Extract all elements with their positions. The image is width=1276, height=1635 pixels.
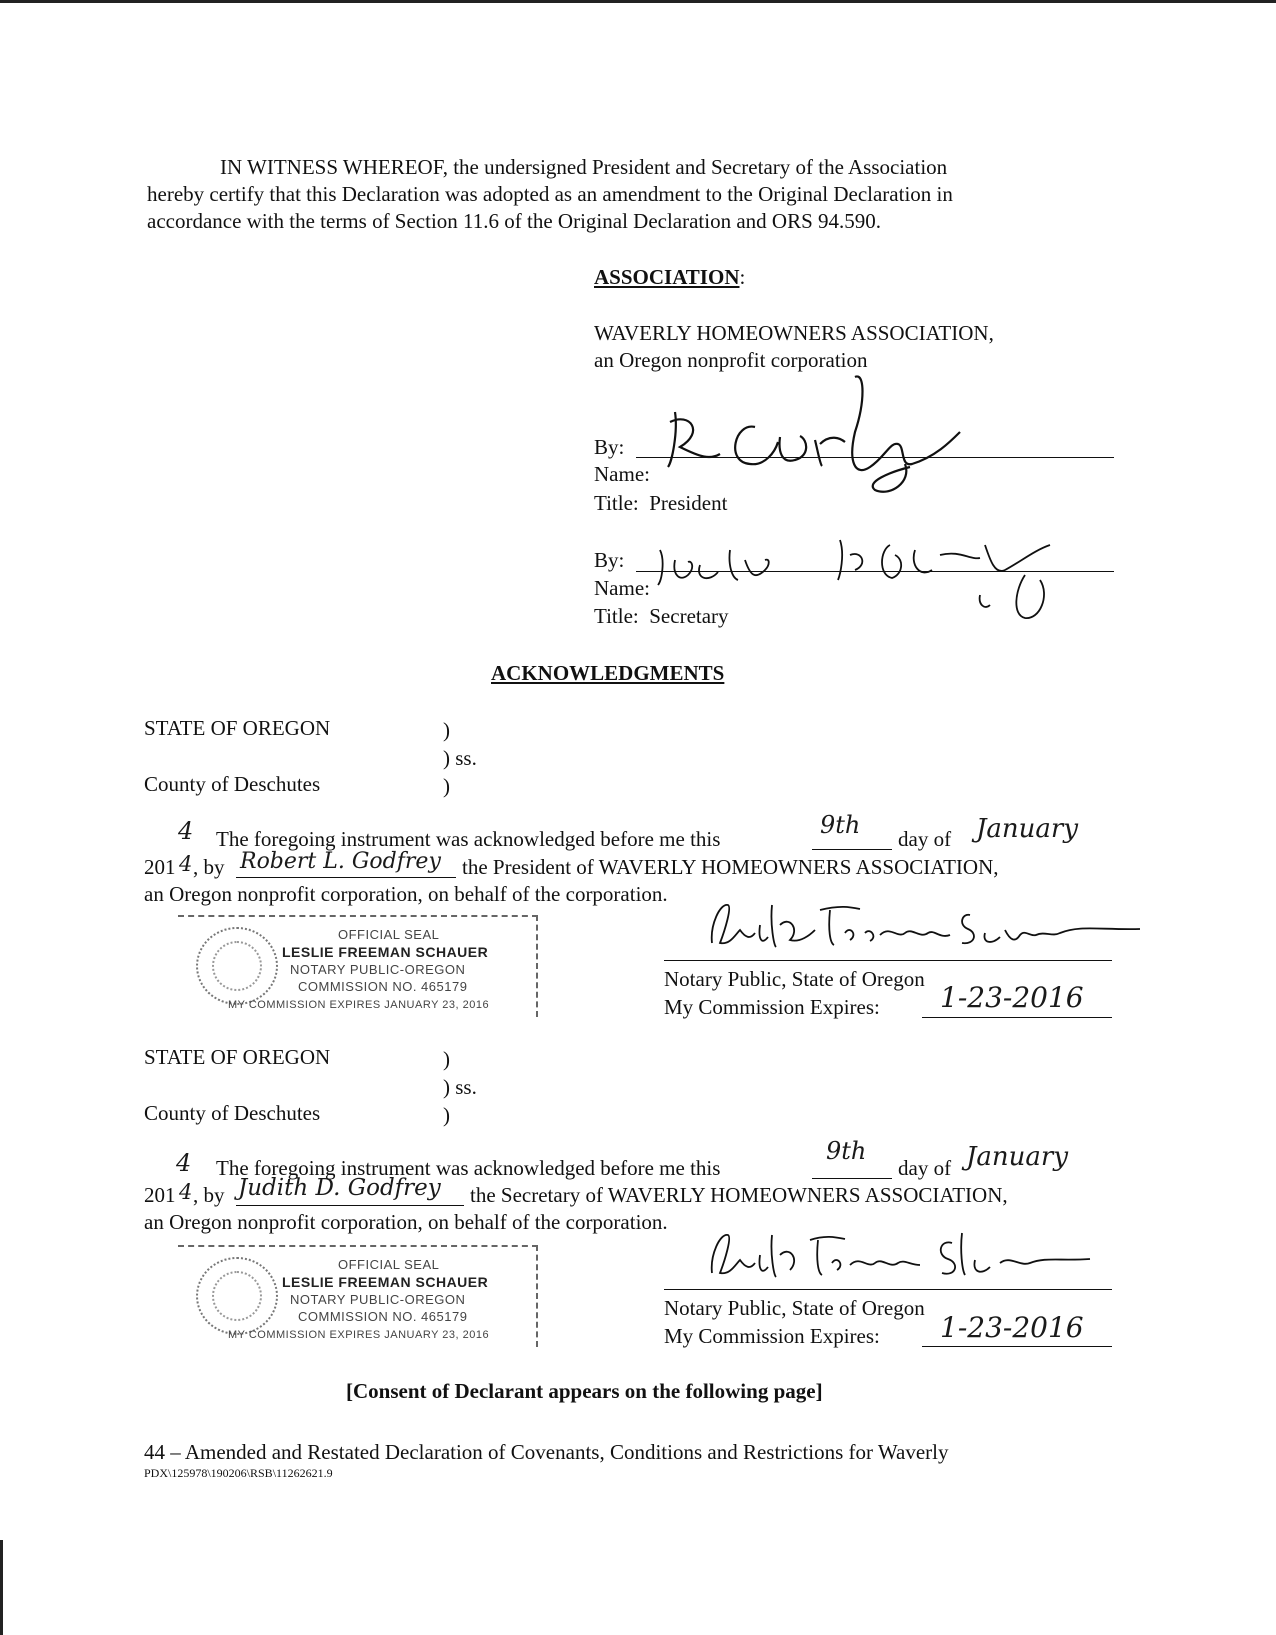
ack-2-notary-line <box>664 1289 1112 1290</box>
ack-2-expires-label: My Commission Expires: <box>664 1324 880 1348</box>
ack-1-paren-1: ) <box>443 718 450 742</box>
ack-2-seal-line-3: NOTARY PUBLIC-OREGON <box>290 1292 466 1307</box>
ack-1-sentence-c: an Oregon nonprofit corporation, on behalf of the corporation. <box>144 882 668 906</box>
ack-1-day-hand: 9th <box>820 811 861 839</box>
ack-2-expires-line <box>922 1346 1112 1347</box>
signer-2-by-label: By: <box>594 548 625 572</box>
ack-2-state: STATE OF OREGON <box>144 1045 331 1069</box>
acknowledgments-heading: ACKNOWLEDGMENTS <box>491 661 725 685</box>
scan-border-top <box>0 0 1276 3</box>
ack-1-year-hand: 4 <box>179 852 193 876</box>
witness-line-1: IN WITNESS WHEREOF, the undersigned President and Secretary of the Association <box>220 155 948 179</box>
ack-1-year-prefix: 201 <box>144 855 176 879</box>
ack-2-expires-hand: 1-23-2016 <box>940 1311 1084 1344</box>
signer-2-title-label: Title: <box>594 604 639 628</box>
scan-border-left <box>0 1540 3 1635</box>
ack-1-notary-seal <box>178 915 538 1017</box>
ack-2-month-hand: January <box>966 1142 1069 1172</box>
ack-1-seal-line-3: NOTARY PUBLIC-OREGON <box>290 962 466 977</box>
association-heading-wrap <box>594 264 745 291</box>
witness-line-2: hereby certify that this Declaration was adopted as an amendment to the Original Declaration in <box>147 182 953 206</box>
association-heading: ASSOCIATION <box>594 265 740 289</box>
ack-1-county: County of Deschutes <box>144 772 321 796</box>
ack-1-by: , by <box>193 855 225 879</box>
ack-2-margin-mark: 4 <box>176 1149 192 1177</box>
signer-2-title: Secretary <box>649 604 729 628</box>
ack-2-paren-3: ) <box>443 1103 450 1127</box>
signer-1-title: President <box>649 491 728 515</box>
ack-2-seal-line-1: OFFICIAL SEAL <box>338 1257 440 1272</box>
ack-1-paren-3: ) <box>443 774 450 798</box>
association-type: an Oregon nonprofit corporation <box>594 348 868 372</box>
ack-1-notary-label: Notary Public, State of Oregon <box>664 967 925 991</box>
ack-2-ss: ) ss. <box>443 1075 477 1099</box>
ack-1-month-hand: January <box>976 814 1079 844</box>
signer-2-title-row <box>594 603 729 630</box>
ack-1-seal-line-5: MY COMMISSION EXPIRES JANUARY 23, 2016 <box>228 999 490 1011</box>
ack-1-notary-line <box>664 960 1112 961</box>
consent-note: [Consent of Declarant appears on the following page] <box>346 1379 823 1403</box>
ack-1-seal-line-1: OFFICIAL SEAL <box>338 927 440 942</box>
ack-2-year-hand: 4 <box>179 1180 193 1204</box>
association-heading-colon: : <box>739 265 746 289</box>
ack-1-seal-line-2: LESLIE FREEMAN SCHAUER <box>282 944 489 960</box>
footer-line: 44 – Amended and Restated Declaration of Covenants, Conditions and Restrictions for Waverly <box>144 1440 949 1464</box>
ack-2-day-of: day of <box>898 1156 952 1180</box>
ack-1-state: STATE OF OREGON <box>144 716 331 740</box>
signer-1-title-label: Title: <box>594 491 639 515</box>
ack-2-person-hand: Judith D. Godfrey <box>238 1175 441 1201</box>
ack-1-expires-hand: 1-23-2016 <box>940 981 1084 1014</box>
signer-1-name-label: Name: <box>594 462 650 486</box>
signer-1-signature <box>650 372 990 502</box>
ack-1-seal-emblem <box>196 927 278 1005</box>
ack-2-seal-line-4: COMMISSION NO. 465179 <box>298 1309 468 1324</box>
ack-2-sentence-b: the Secretary of WAVERLY HOMEOWNERS ASSOCIATION, <box>470 1183 1008 1207</box>
ack-2-paren-1: ) <box>443 1047 450 1071</box>
ack-2-year-prefix: 201 <box>144 1183 176 1207</box>
ack-2-day-line <box>812 1178 892 1179</box>
association-name: WAVERLY HOMEOWNERS ASSOCIATION, <box>594 321 994 345</box>
footer-doc-id: PDX\125978\190206\RSB\11262621.9 <box>144 1466 333 1480</box>
ack-1-day-of: day of <box>898 827 952 851</box>
ack-1-seal-line-4: COMMISSION NO. 465179 <box>298 979 468 994</box>
ack-2-sentence-c: an Oregon nonprofit corporation, on behalf of the corporation. <box>144 1210 668 1234</box>
ack-1-expires-line <box>922 1017 1112 1018</box>
signer-1-title-row <box>594 490 727 517</box>
ack-1-ss: ) ss. <box>443 746 477 770</box>
ack-1-day-line <box>812 849 892 850</box>
ack-1-person-hand: Robert L. Godfrey <box>240 849 441 874</box>
ack-2-notary-signature <box>700 1225 1100 1285</box>
ack-1-notary-signature <box>700 895 1160 955</box>
signer-2-name-label: Name: <box>594 576 650 600</box>
ack-2-day-hand: 9th <box>826 1137 867 1165</box>
signer-1-by-label: By: <box>594 435 625 459</box>
ack-1-margin-mark: 4 <box>178 817 194 845</box>
ack-1-sentence-b: the President of WAVERLY HOMEOWNERS ASSOCIATION, <box>462 855 999 879</box>
ack-2-person-line <box>236 1205 464 1206</box>
ack-1-person-line <box>236 877 456 878</box>
ack-2-notary-label: Notary Public, State of Oregon <box>664 1296 925 1320</box>
ack-2-seal-line-2: LESLIE FREEMAN SCHAUER <box>282 1274 489 1290</box>
ack-2-seal-emblem <box>196 1257 278 1335</box>
ack-2-county: County of Deschutes <box>144 1101 321 1125</box>
witness-line-3: accordance with the terms of Section 11.6 of the Original Declaration and ORS 94.590. <box>147 209 882 233</box>
ack-1-expires-label: My Commission Expires: <box>664 995 880 1019</box>
ack-2-by: , by <box>193 1183 225 1207</box>
ack-2-sentence-a: The foregoing instrument was acknowledged before me this <box>216 1156 721 1180</box>
ack-2-notary-seal <box>178 1245 538 1347</box>
ack-1-sentence-a: The foregoing instrument was acknowledged before me this <box>216 827 721 851</box>
ack-2-seal-line-5: MY COMMISSION EXPIRES JANUARY 23, 2016 <box>228 1329 490 1341</box>
